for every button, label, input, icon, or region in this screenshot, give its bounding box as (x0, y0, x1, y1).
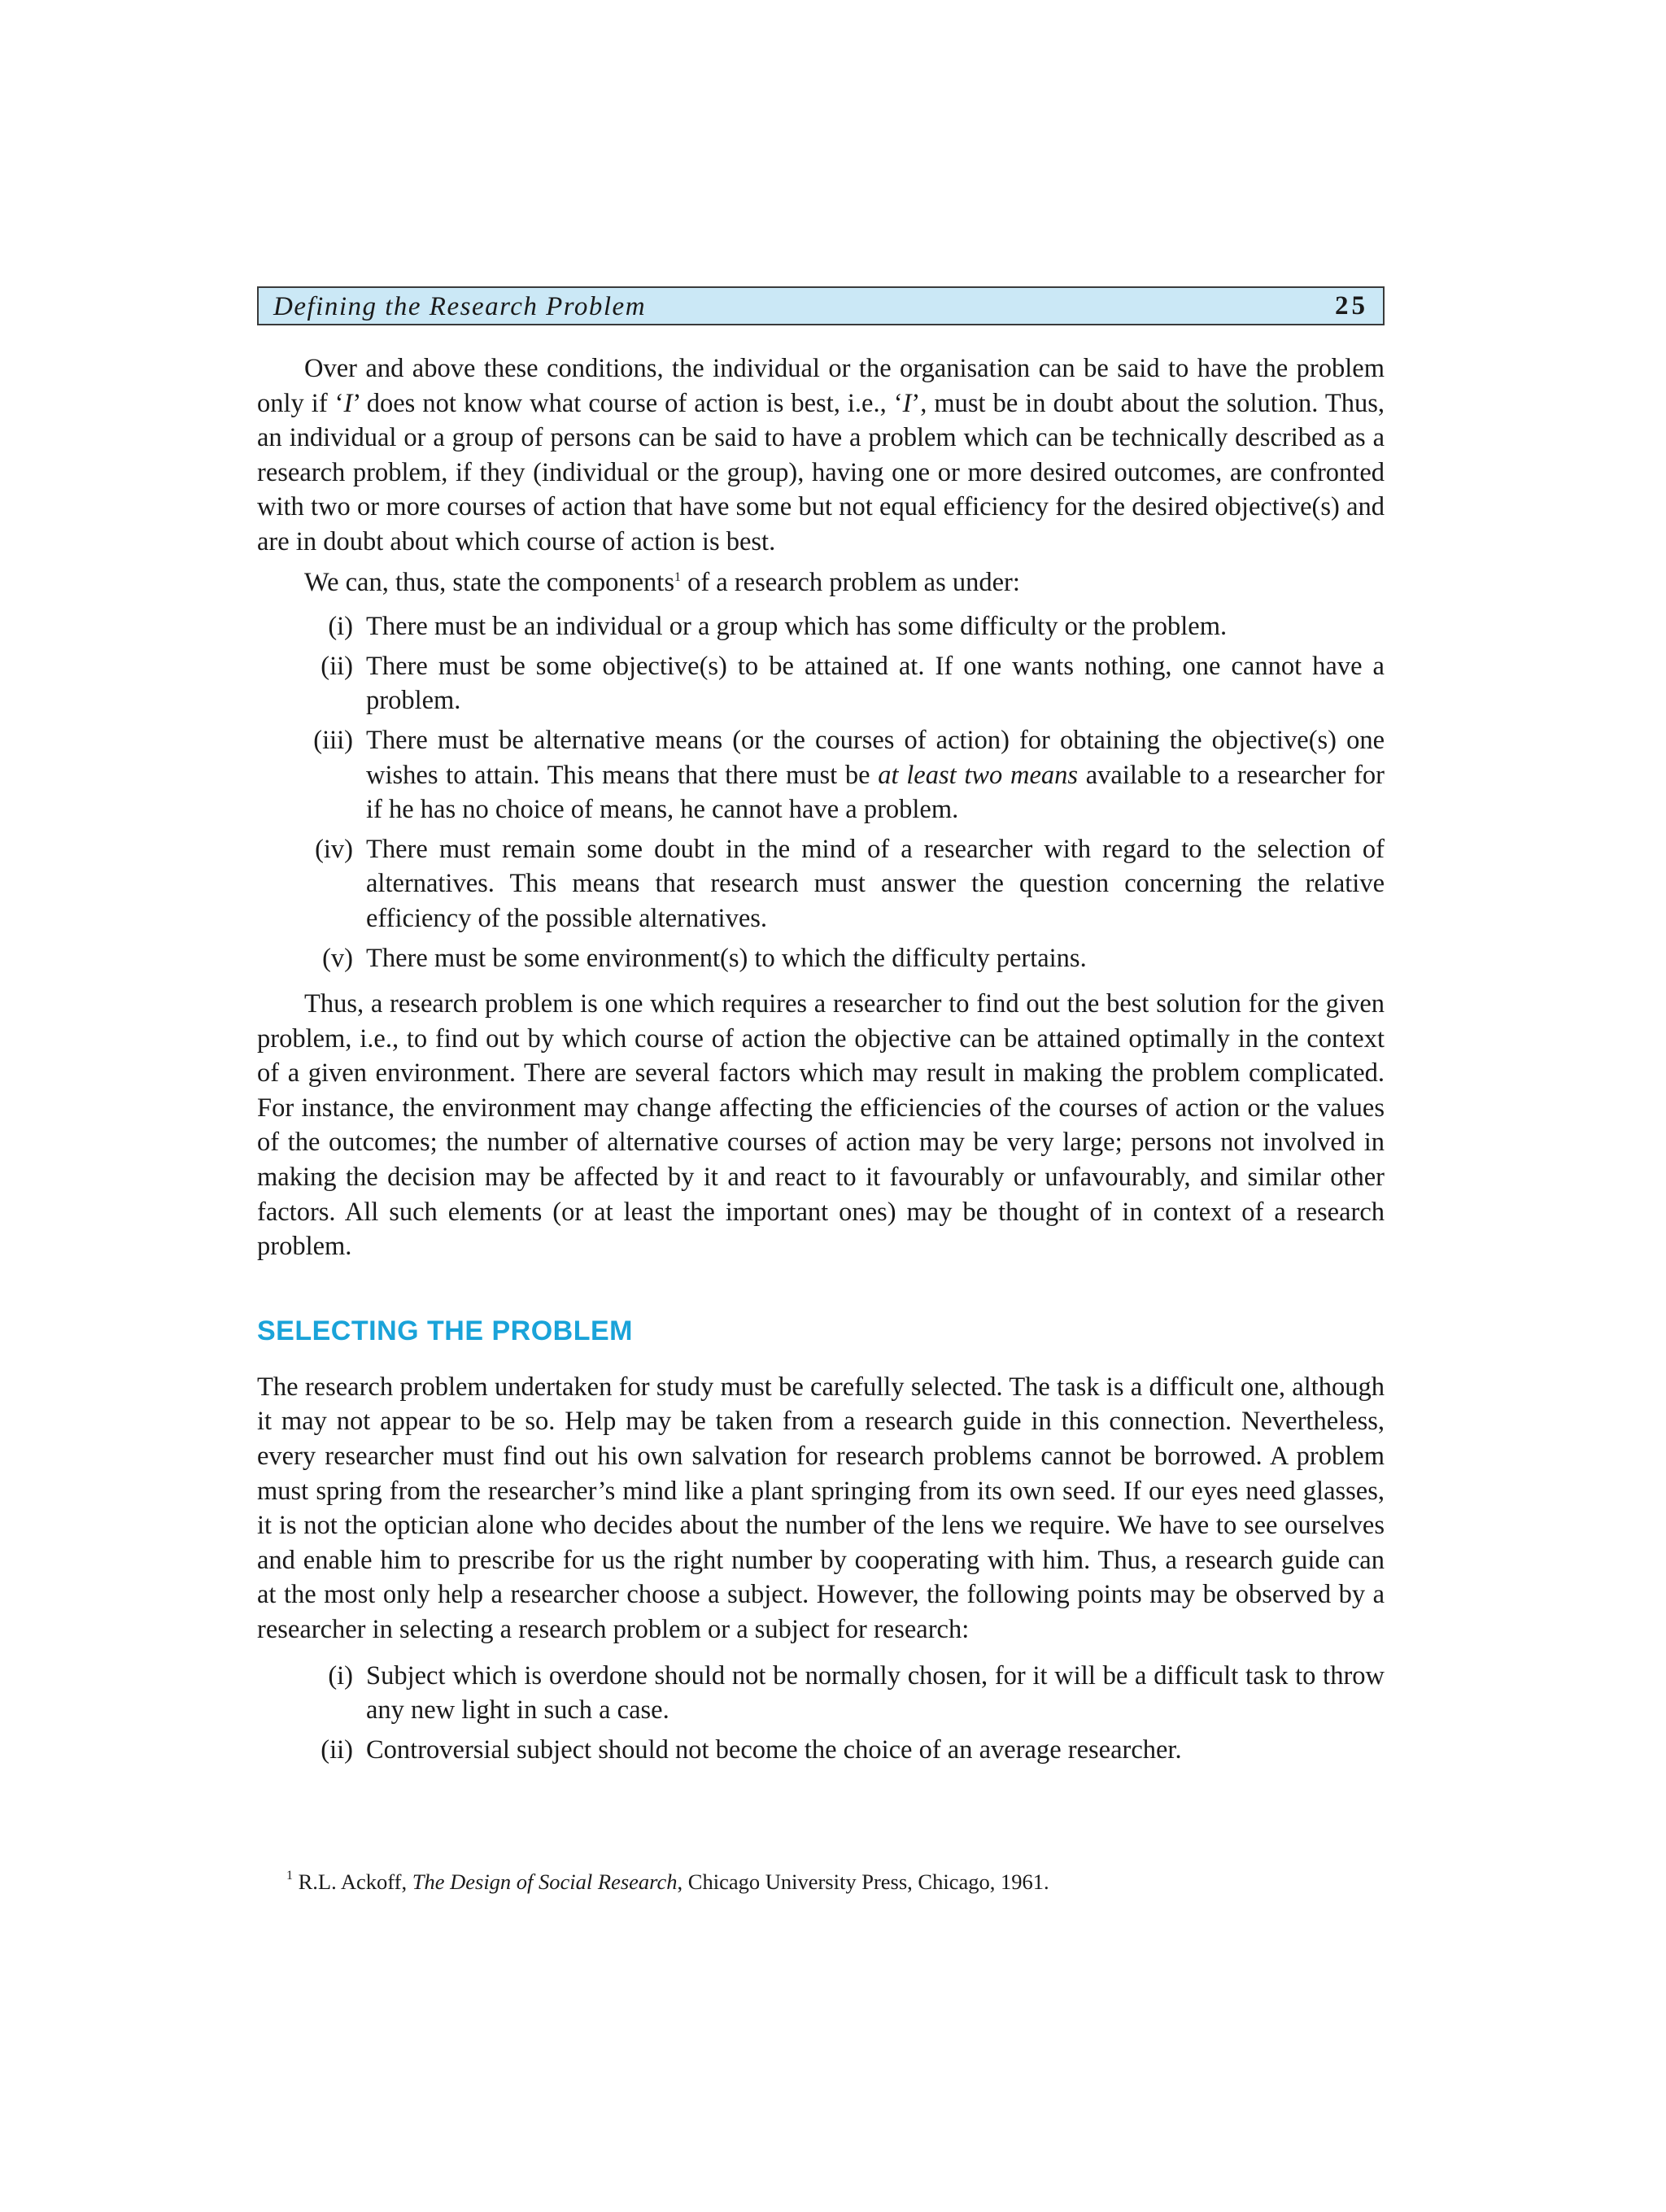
list-number: (i) (328, 1660, 353, 1691)
selection-points-list (257, 1659, 1385, 1768)
book-title: The Design of Social Research (412, 1870, 678, 1894)
list-text: Controversial subject should not become the choice of an average researcher. (366, 1734, 1182, 1765)
list-item (257, 1733, 1385, 1768)
list-text: available to a researcher for if he has no choice of means, he cannot have a problem. (366, 760, 1385, 825)
list-item (257, 1659, 1385, 1728)
list-item (257, 941, 1385, 976)
list-item (257, 723, 1385, 827)
page-body (257, 351, 1385, 1772)
footnote-text: , Chicago University Press, Chicago, 1961. (677, 1870, 1049, 1894)
list-number: (i) (328, 612, 353, 642)
paragraph-2 (257, 565, 1385, 600)
italic-run: I (902, 388, 912, 418)
running-header (257, 286, 1385, 325)
page-number: 25 (1335, 291, 1368, 321)
list-text: There must remain some doubt in the mind of a researcher with regard to the selection of alternatives. This means that research must answer the question concerning the relative efficiency of the possible alternatives. (366, 834, 1385, 933)
list-item (257, 832, 1385, 936)
text-run: ’, must be in doubt about the solution. Thus, an individual or a group of persons can be said to have a problem which can be technically described as a research problem, if they (individual or the group), having one or more desired outcomes, are confronted with two or more courses of action that have some but not equal efficiency for the desired objective(s) and are in doubt about which course of action is best. (257, 388, 1385, 556)
list-item (257, 649, 1385, 718)
list-number: (v) (322, 943, 353, 973)
list-number: (iii) (313, 725, 353, 755)
components-list (257, 609, 1385, 975)
footnote-text: R.L. Ackoff, (293, 1870, 412, 1894)
list-number: (ii) (321, 651, 353, 681)
list-number: (iv) (315, 834, 353, 864)
text-run: of a research problem as under: (680, 567, 1020, 597)
list-number: (ii) (321, 1734, 353, 1765)
section-heading: SELECTING THE PROBLEM (257, 1315, 633, 1346)
italic-run: I (343, 388, 353, 418)
footnote (286, 1868, 1049, 1896)
footnote-number: 1 (286, 1869, 293, 1883)
list-text: There must be alternative means (or the courses of action) for obtaining the objective(s) one wishes to attain. This means that there must be (366, 725, 1385, 790)
footnote-marker: 1 (674, 569, 681, 584)
list-text: Subject which is overdone should not be normally chosen, for it will be a difficult task to throw any new light in such a case. (366, 1660, 1385, 1726)
paragraph-3: Thus, a research problem is one which requires a researcher to find out the best solution for the given problem, i.e., to find out by which course of action the objective can be attained optimally in the context of a given environment. There are several factors which may result in making the problem complicated. For instance, the environment may change affecting the efficiencies of the courses of action or the values of the outcomes; the number of alternative courses of action may be very large; persons not involved in making the decision may be affected by it and react to it favourably or unfavourably, and similar other factors. All such elements (or at least the important ones) may be thought of in context of a research problem. (257, 989, 1385, 1262)
text-run: Over and above these conditions, the individual or the organisation can be said to have the problem only if ‘ (257, 354, 1385, 418)
list-item (257, 609, 1385, 644)
chapter-title: Defining the Research Problem (273, 292, 647, 321)
text-run: We can, thus, state the components (304, 567, 674, 597)
list-text: There must be some environment(s) to which the difficulty pertains. (366, 943, 1087, 973)
list-text: There must be some objective(s) to be attained at. If one wants nothing, one cannot have a problem. (366, 651, 1385, 716)
list-text: There must be an individual or a group which has some difficulty or the problem. (366, 612, 1228, 642)
paragraph-1 (257, 351, 1385, 560)
emphasis-text: at least two means (878, 760, 1079, 790)
paragraph-4: The research problem undertaken for study must be carefully selected. The task is a difficult one, although it may not appear to be so. Help may be taken from a research guide in this connection. Nevertheless, every researcher must find out his own salvation for research problems cannot be borrowed. A problem must spring from the researcher’s mind like a plant springing from its own seed. If our eyes need glasses, it is not the optician alone who decides about the number of the lens we require. We have to see ourselves and enable him to prescribe for us the right number by cooperating with him. Thus, a research guide can at the most only help a researcher choose a subject. However, the following points may be observed by a researcher in selecting a research problem or a subject for research: (257, 1372, 1385, 1644)
text-run: ’ does not know what course of action is best, i.e., ‘ (352, 388, 903, 418)
